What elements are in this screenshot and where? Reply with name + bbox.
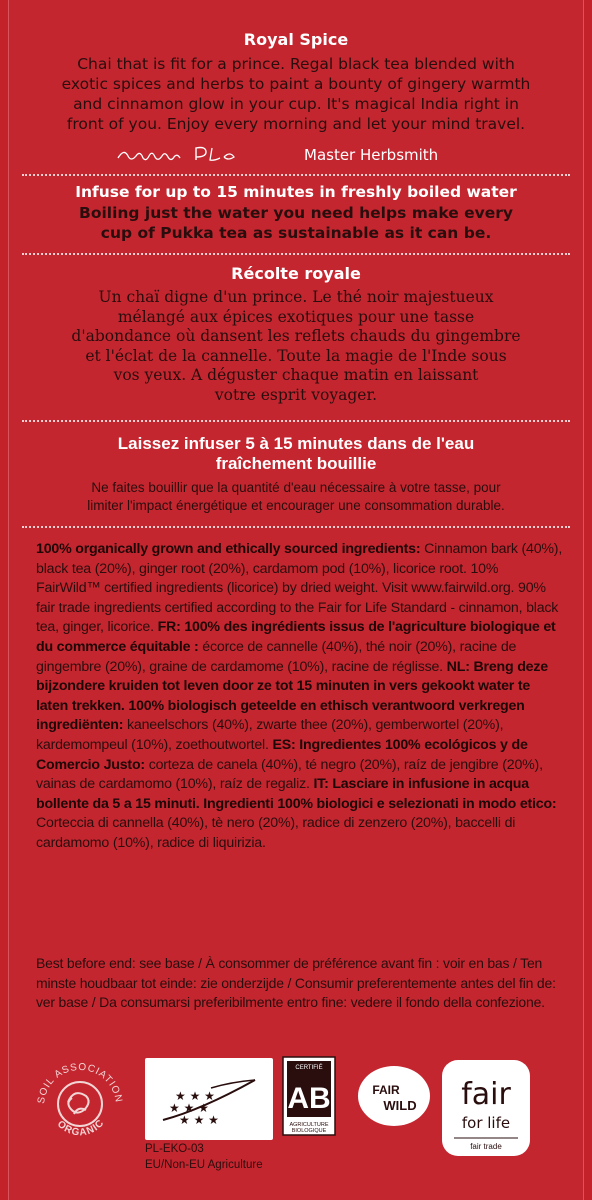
fr-title: Récolte royale <box>231 264 361 283</box>
en-title: Royal Spice <box>243 30 349 49</box>
soil-association-arc-text: SOIL ASSOCIATION <box>35 1061 125 1105</box>
eu-organic-leaf-logo <box>145 1058 273 1140</box>
svg-text:SOIL ASSOCIATION <box>36 1062 124 1105</box>
divider <box>22 526 570 528</box>
svg-text:ORGANIC <box>55 1117 107 1138</box>
fr-description-line: Un chaï digne d'un prince. Le thé noir majestueux <box>98 288 494 306</box>
fairlife-text-3: fair trade <box>470 1142 502 1151</box>
eu-agri-line: EU/Non-EU Agriculture <box>145 1159 263 1171</box>
en-infuse-title: Infuse for up to 15 minutes in freshly boiled water <box>75 183 517 201</box>
fr-infuse-title-line: fraîchement bouillie <box>215 454 377 473</box>
ingredients-nl-heading: NL: Breng deze bijzondere kruiden tot leven door ze tot 15 minuten in vers gekookt water te laten trekken. 100% biologisch geteelde en ethisch verantwoord verkregen ingrediënten: <box>36 658 548 734</box>
svg-text:★ ★ ★: ★ ★ ★ <box>179 1113 219 1127</box>
fr-description-line: et l'éclat de la cannelle. Toute la magie de l'Inde sous <box>85 346 507 365</box>
ingredients-es-list: corteza de canela (40%), té negro (20%), raíz de jengibre (20%), vainas de cardamomo (10%), raíz de regaliz. <box>36 756 543 793</box>
en-infuse-line: Boiling just the water you need helps make every <box>79 204 513 222</box>
ab-mark-text: AB <box>287 1082 331 1115</box>
ingredients-text <box>36 540 564 854</box>
ab-agriculture-biologique-logo <box>282 1056 336 1136</box>
fr-infuse-line: limiter l'impact énergétique et encourager une consommation durable. <box>87 498 505 513</box>
ingredients-en-heading: 100% organically grown and ethically sourced ingredients: <box>36 541 421 557</box>
svg-text:★ ★ ★: ★ ★ ★ <box>175 1089 215 1103</box>
ingredients-fr-heading: FR: 100% des ingrédients issus de l'agriculture biologique et du commerce équitable : <box>36 619 556 655</box>
ab-logo-icon <box>282 1056 336 1136</box>
ingredients-es-heading: ES: Ingredientes 100% ecológicos y de Comercio Justo: <box>36 736 528 773</box>
eu-code-line: PL-EKO-03 <box>145 1143 204 1155</box>
en-description-line: Chai that is fit for a prince. Regal black tea blended with <box>77 55 515 73</box>
fairwild-text-2: WILD <box>383 1098 417 1113</box>
ingredients-it-list: Corteccia di cannella (40%), tè nero (20%), radice di zenzero (20%), baccelli di cardamomo (10%), radice di liquirizia. <box>36 815 516 851</box>
fairwild-logo <box>356 1064 432 1128</box>
ingredients-fr-list: écorce de cannelle (40%), thé noir (20%), racine de gingembre (20%), graine de cardamome (10%), racine de réglisse. <box>36 638 517 675</box>
ingredients-nl-list: kaneelschors (40%), zwarte thee (20%), gemberwortel (20%), kardemompeul (10%), zoethoutwortel. <box>36 717 504 753</box>
divider <box>22 174 570 176</box>
fairlife-text-1: fair <box>461 1077 511 1112</box>
en-description <box>20 54 572 134</box>
signature-image <box>116 144 296 166</box>
eu-organic-code <box>145 1141 263 1173</box>
ab-top-text: CERTIFIÉ <box>295 1065 323 1071</box>
fr-infuse-body <box>20 479 572 515</box>
fr-description-line: votre esprit voyager. <box>214 385 378 404</box>
fr-infuse-title-line: Laissez infuser 5 à 15 minutes dans de l'eau <box>117 434 475 453</box>
divider <box>22 420 570 422</box>
best-before-text: Best before end: see base / À consommer de préférence avant fin : voir en bas / Ten minste houdbaar tot einde: zie onderzijde / Consumir preferentemente antes del fin de: ver base / Da consumarsi preferibilmente entro fine: vedere il fondo della confezione. <box>36 955 556 1010</box>
fr-description-line: mélangé aux épices exotiques pour une tasse <box>117 307 475 326</box>
svg-text:★ ★ ★: ★ ★ ★ <box>169 1101 209 1115</box>
ab-bottom-text-2: BIOLOGIQUE <box>291 1128 327 1134</box>
en-description-line: exotic spices and herbs to paint a bounty of gingery warmth <box>61 75 531 93</box>
soil-association-organic-text: ORGANIC <box>54 1117 107 1139</box>
fair-for-life-logo <box>440 1058 532 1158</box>
divider <box>22 253 570 255</box>
en-description-line: and cinnamon glow in your cup. It's magical India right in <box>73 95 519 113</box>
fairwild-icon <box>356 1064 432 1128</box>
fr-infuse-title <box>20 434 572 474</box>
fairlife-text-2: for life <box>461 1114 511 1132</box>
signature-row <box>0 144 592 168</box>
fair-for-life-icon <box>440 1058 532 1158</box>
ingredients-en-list: Cinnamon bark (40%), black tea (20%), ginger root (20%), cardamom pod (10%), licorice root. 10% FairWild™ certified ingredients (licorice) by dried weight. Visit www.fairwild.org. 90% fair trade ingredients certified according to the Fair for Life Standard - cinnamon, black tea, ginger, licorice. <box>36 541 563 636</box>
en-infuse-body <box>20 203 572 243</box>
fr-description-line: vos yeux. A déguster chaque matin en laissant <box>113 366 479 384</box>
fr-description <box>20 288 572 405</box>
signer-title: Master Herbsmith <box>304 146 439 164</box>
fr-infuse-line: Ne faites bouillir que la quantité d'eau nécessaire à votre tasse, pour <box>91 480 501 495</box>
soil-association-organic-logo <box>30 1054 130 1154</box>
en-infuse-line: cup of Pukka tea as sustainable as it can be. <box>100 224 492 242</box>
ingredients-it-heading: IT: Lasciare in infusione in acqua bollente da 5 a 15 minuti. Ingredienti 100% biologici e selezionati in modo etico: <box>36 776 557 812</box>
ab-bottom-text-1: AGRICULTURE <box>289 1122 329 1128</box>
certification-logos <box>0 1054 592 1174</box>
eu-organic-leaf-icon <box>145 1058 273 1140</box>
fr-description-line: d'abondance où dansent les reflets chauds du gingembre <box>71 327 521 345</box>
fairwild-text-1: FAIR <box>372 1083 400 1097</box>
en-description-line: front of you. Enjoy every morning and let your mind travel. <box>66 115 526 133</box>
